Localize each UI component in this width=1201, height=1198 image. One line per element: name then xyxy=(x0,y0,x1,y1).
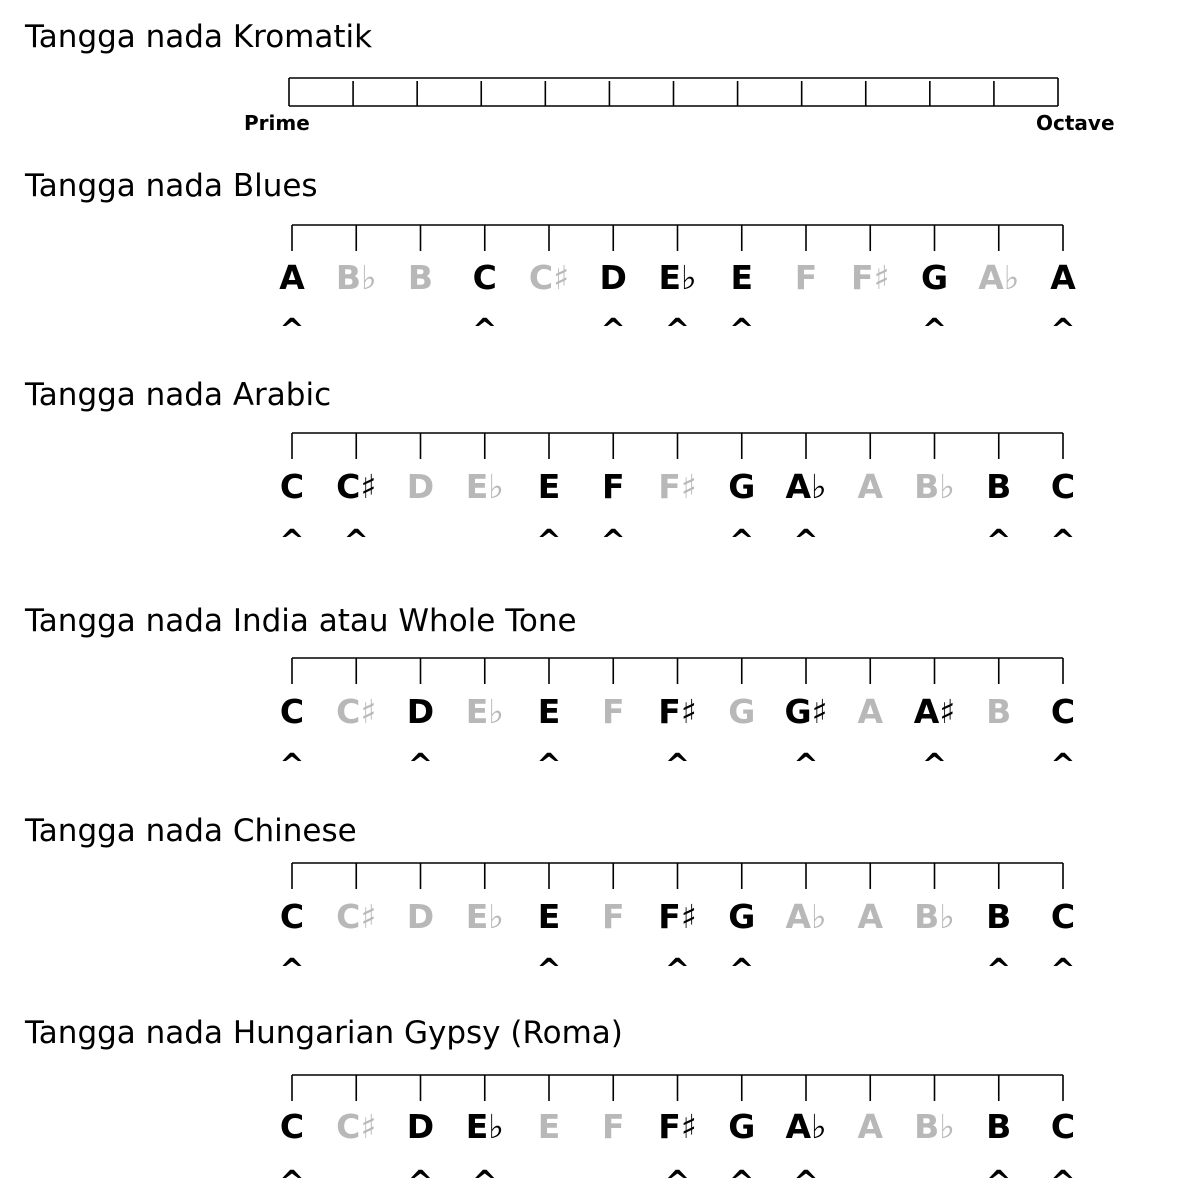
note-label: E xyxy=(537,467,561,506)
note-label: C♯ xyxy=(528,258,570,297)
active-note-caret: ^ xyxy=(536,524,562,559)
note-label: D xyxy=(406,897,435,936)
active-note-caret: ^ xyxy=(1050,953,1076,988)
prime-label: Prime xyxy=(244,111,310,135)
active-note-caret: ^ xyxy=(986,524,1012,559)
note-label: A xyxy=(279,258,305,297)
note-label: C♯ xyxy=(336,467,377,506)
active-note-caret: ^ xyxy=(536,953,562,988)
active-note-caret: ^ xyxy=(664,1165,691,1198)
note-label: C xyxy=(1050,897,1076,936)
scale-title-india: Tangga nada India atau Whole Tone xyxy=(25,603,577,639)
note-label: B♭ xyxy=(914,467,955,506)
active-note-caret: ^ xyxy=(472,1165,498,1198)
note-label: A♭ xyxy=(785,467,827,506)
note-label: D xyxy=(599,258,627,297)
note-label: A♯ xyxy=(913,692,956,731)
note-label: B xyxy=(986,692,1012,731)
note-label: D xyxy=(406,1107,435,1146)
note-label: E xyxy=(730,258,754,297)
note-label: F♯ xyxy=(658,1107,697,1146)
active-note-caret: ^ xyxy=(664,313,691,348)
active-note-caret: ^ xyxy=(793,1165,819,1198)
active-note-caret: ^ xyxy=(664,748,691,783)
active-note-caret: ^ xyxy=(793,524,819,559)
active-note-caret: ^ xyxy=(793,748,819,783)
note-label: D xyxy=(406,692,435,731)
note-label: A♭ xyxy=(785,897,827,936)
note-label: E xyxy=(537,897,561,936)
note-label: G♯ xyxy=(784,692,828,731)
scale-title-blues: Tangga nada Blues xyxy=(25,168,318,204)
note-label: C xyxy=(1050,1107,1076,1146)
note-label: C♯ xyxy=(336,692,377,731)
note-label: G xyxy=(728,1107,756,1146)
note-label: B xyxy=(986,897,1012,936)
octave-label: Octave xyxy=(1036,111,1115,135)
note-label: E♭ xyxy=(465,692,504,731)
note-label: G xyxy=(728,692,756,731)
active-note-caret: ^ xyxy=(279,748,305,783)
active-note-caret: ^ xyxy=(407,748,434,783)
active-note-caret: ^ xyxy=(729,313,755,348)
note-label: E♭ xyxy=(658,258,697,297)
active-note-caret: ^ xyxy=(279,313,305,348)
active-note-caret: ^ xyxy=(1050,524,1076,559)
note-label: C xyxy=(472,258,497,297)
note-label: E♭ xyxy=(465,897,504,936)
active-note-caret: ^ xyxy=(600,524,626,559)
note-label: E♭ xyxy=(465,467,504,506)
active-note-caret: ^ xyxy=(536,748,562,783)
note-label: F♯ xyxy=(658,692,697,731)
note-label: F xyxy=(601,897,625,936)
active-note-caret: ^ xyxy=(1050,748,1076,783)
scale-title-arabic: Tangga nada Arabic xyxy=(25,377,332,413)
active-note-caret: ^ xyxy=(921,313,948,348)
note-label: B xyxy=(407,258,434,297)
active-note-caret: ^ xyxy=(279,1165,305,1198)
note-label: B xyxy=(986,467,1012,506)
active-note-caret: ^ xyxy=(472,313,498,348)
note-label: G xyxy=(728,897,756,936)
note-label: A♭ xyxy=(978,258,1020,297)
scale-title-hungarian: Tangga nada Hungarian Gypsy (Roma) xyxy=(25,1015,623,1051)
note-label: B♭ xyxy=(335,258,377,297)
note-label: E xyxy=(537,1107,561,1146)
note-label: F♯ xyxy=(850,258,890,297)
note-label: D xyxy=(406,467,435,506)
active-note-caret: ^ xyxy=(664,953,691,988)
note-label: C♯ xyxy=(336,1107,377,1146)
note-label: C xyxy=(279,897,305,936)
note-label: B♭ xyxy=(914,897,955,936)
active-note-caret: ^ xyxy=(729,953,755,988)
note-label: E♭ xyxy=(465,1107,504,1146)
active-note-caret: ^ xyxy=(600,313,626,348)
scale-title-chinese: Tangga nada Chinese xyxy=(25,813,357,849)
active-note-caret: ^ xyxy=(986,953,1012,988)
active-note-caret: ^ xyxy=(407,1165,434,1198)
note-label: C xyxy=(1050,692,1076,731)
note-label: A xyxy=(1050,258,1076,297)
note-label: G xyxy=(728,467,756,506)
note-label: F xyxy=(601,1107,625,1146)
active-note-caret: ^ xyxy=(1050,313,1076,348)
note-label: G xyxy=(920,258,949,297)
note-label: C♯ xyxy=(336,897,377,936)
note-label: F♯ xyxy=(658,897,697,936)
note-label: C xyxy=(279,1107,305,1146)
active-note-caret: ^ xyxy=(729,1165,755,1198)
note-label: F xyxy=(601,467,625,506)
active-note-caret: ^ xyxy=(343,524,369,559)
active-note-caret: ^ xyxy=(986,1165,1012,1198)
note-label: F♯ xyxy=(658,467,697,506)
note-label: B xyxy=(986,1107,1012,1146)
note-label: A xyxy=(857,467,884,506)
active-note-caret: ^ xyxy=(729,524,755,559)
active-note-caret: ^ xyxy=(1050,1165,1076,1198)
note-label: F xyxy=(794,258,818,297)
chromatic-title: Tangga nada Kromatik xyxy=(25,19,373,55)
note-label: A xyxy=(857,692,884,731)
note-label: C xyxy=(279,467,305,506)
active-note-caret: ^ xyxy=(279,953,305,988)
note-label: C xyxy=(1050,467,1076,506)
active-note-caret: ^ xyxy=(921,748,948,783)
active-note-caret: ^ xyxy=(279,524,305,559)
note-label: A♭ xyxy=(785,1107,827,1146)
note-label: B♭ xyxy=(914,1107,955,1146)
note-label: A xyxy=(857,897,884,936)
note-label: E xyxy=(537,692,561,731)
note-label: C xyxy=(279,692,305,731)
note-label: A xyxy=(857,1107,884,1146)
note-label: F xyxy=(601,692,625,731)
